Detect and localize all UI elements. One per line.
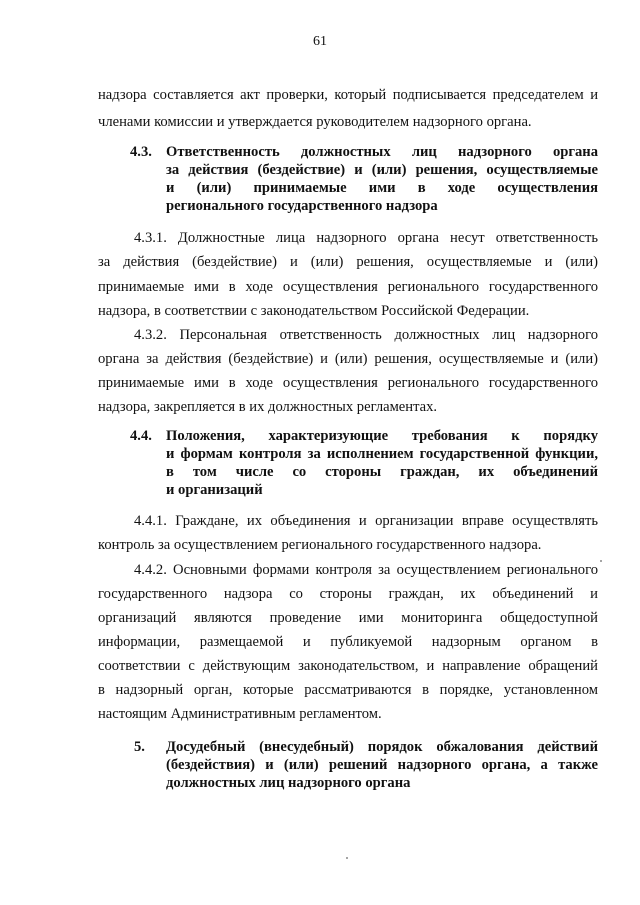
section-4-4-title-line-1: Положения, характеризующие требования к порядку bbox=[166, 428, 598, 444]
para-4-4-2-line-5: соответствии с действующим законодательством, и направление обращений bbox=[98, 658, 598, 674]
para-4-4-2-line-6: в надзорный орган, которые рассматриваются в порядке, установленном bbox=[98, 682, 598, 698]
para-4-4-2-line-4: информации, размещаемой и публикуемой надзорным органом в bbox=[98, 634, 598, 650]
section-4-3-title-line-3: и (или) принимаемые ими в ходе осуществления bbox=[166, 180, 598, 196]
para-4-3-1-line-3: принимаемые ими в ходе осуществления регионального государственного bbox=[98, 279, 598, 295]
section-4-4-title-line-3: в том числе со стороны граждан, их объединений bbox=[166, 464, 598, 480]
para-4-3-2-line-2: органа за действия (бездействие) и (или) решения, осуществляемые и (или) bbox=[98, 351, 598, 367]
para-4-4-2-line-7: настоящим Административным регламентом. bbox=[98, 706, 382, 722]
para-4-4-2-line-2: государственного надзора со стороны граждан, их объединений и bbox=[98, 586, 598, 602]
section-4-4-number: 4.4. bbox=[130, 428, 152, 444]
para-4-4-2-line-1: 4.4.2. Основными формами контроля за осуществлением регионального bbox=[134, 562, 598, 578]
section-5-number: 5. bbox=[134, 739, 145, 755]
intro-line-2: членами комиссии и утверждается руководителем надзорного органа. bbox=[98, 114, 532, 130]
para-4-3-2-line-4: надзора, закрепляется в их должностных регламентах. bbox=[98, 399, 438, 415]
section-4-3-title-line-1: Ответственность должностных лиц надзорного органа bbox=[166, 144, 598, 160]
section-4-3-title-line-4: регионального государственного надзора bbox=[166, 198, 438, 214]
scan-speck bbox=[346, 857, 348, 859]
section-4-3-number: 4.3. bbox=[130, 144, 152, 160]
para-4-4-1-line-2: контроль за осуществлением регионального государственного надзора. bbox=[98, 537, 542, 553]
para-4-4-1-line-1: 4.4.1. Граждане, их объединения и организации вправе осуществлять bbox=[134, 513, 598, 529]
section-4-4-title-line-2: и формам контроля за исполнением государственной функции, bbox=[166, 446, 598, 462]
section-5-title-line-3: должностных лиц надзорного органа bbox=[166, 775, 411, 791]
section-5-title-line-1: Досудебный (внесудебный) порядок обжалования действий bbox=[166, 739, 598, 755]
para-4-4-2-line-3: организаций являются проведение ими мониторинга общедоступной bbox=[98, 610, 598, 626]
intro-line-1: надзора составляется акт проверки, который подписывается председателем и bbox=[98, 87, 598, 103]
section-5-title-line-2: (бездействия) и (или) решений надзорного органа, а также bbox=[166, 757, 598, 773]
para-4-3-2-line-3: принимаемые ими в ходе осуществления регионального государственного bbox=[98, 375, 598, 391]
para-4-3-2-line-1: 4.3.2. Персональная ответственность должностных лиц надзорного bbox=[134, 327, 598, 343]
page-number: 61 bbox=[313, 34, 327, 49]
section-4-3-title-line-2: за действия (бездействие) и (или) решения, осуществляемые bbox=[166, 162, 598, 178]
scan-speck bbox=[600, 560, 602, 562]
section-4-4-title-line-4: и организаций bbox=[166, 482, 263, 498]
para-4-3-1-line-1: 4.3.1. Должностные лица надзорного органа несут ответственность bbox=[134, 230, 598, 246]
para-4-3-1-line-4: надзора, в соответствии с законодательством Российской Федерации. bbox=[98, 303, 530, 319]
para-4-3-1-line-2: за действия (бездействие) и (или) решения, осуществляемые и (или) bbox=[98, 254, 598, 270]
